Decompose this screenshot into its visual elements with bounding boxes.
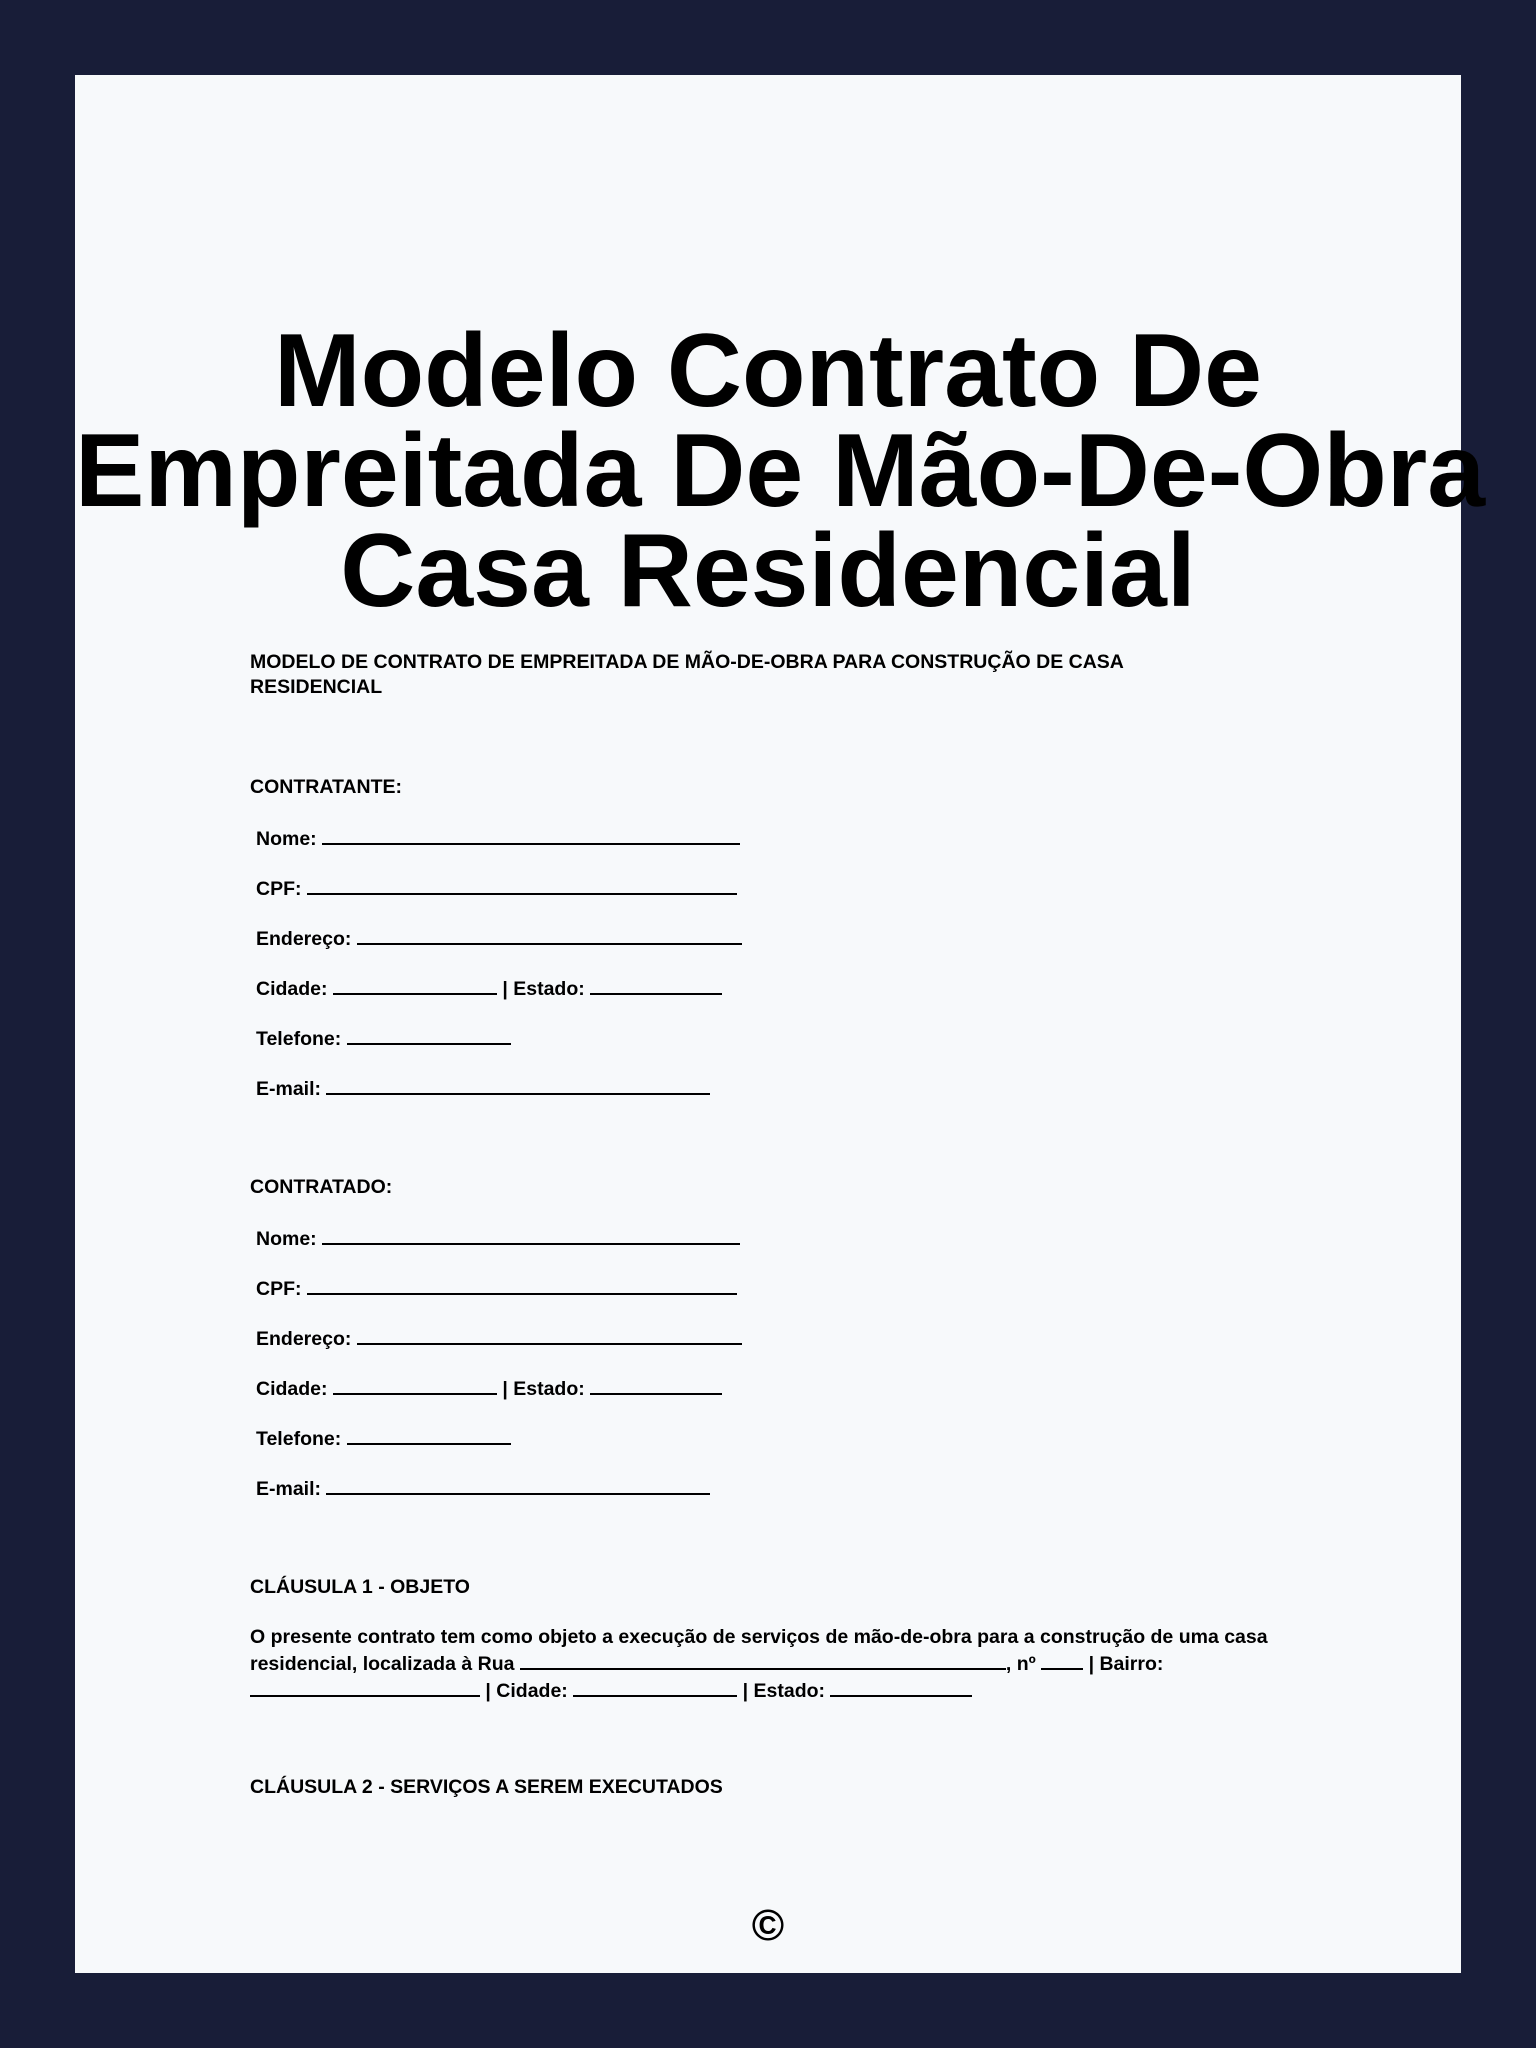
clausula-1-estado-blank <box>830 1677 972 1697</box>
contratado-label: CONTRATADO: <box>250 1176 393 1198</box>
title-line-3: Casa Residencial <box>340 513 1196 629</box>
contratante-cpf-blank <box>307 875 737 895</box>
title-line-1: Modelo Contrato De <box>274 313 1262 429</box>
title-line-2: Empreitada De Mão-De-Obra <box>75 413 1486 529</box>
contratado-cpf-label: CPF: <box>256 1278 302 1300</box>
contratante-cidade-label: Cidade: <box>256 978 328 1000</box>
contratante-cidade-estado-field <box>256 975 722 1002</box>
numero-label: , nº <box>1005 1653 1036 1675</box>
contratado-nome-blank <box>322 1225 740 1245</box>
contratante-label: CONTRATANTE: <box>250 776 403 798</box>
contratado-telefone-blank <box>347 1425 511 1445</box>
clausula-1-cidade-blank <box>573 1677 737 1697</box>
bairro-blank <box>250 1677 480 1697</box>
contratado-cidade-blank <box>333 1375 497 1395</box>
contratado-endereco-blank <box>357 1325 742 1345</box>
contratado-telefone-label: Telefone: <box>256 1428 342 1450</box>
copyright-icon: © <box>751 1901 785 1950</box>
contratado-cidade-label: Cidade: <box>256 1378 328 1400</box>
contratado-endereco-label: Endereço: <box>256 1328 352 1350</box>
clausula-1-estado-label: | Estado: <box>742 1680 826 1702</box>
contratante-nome-blank <box>322 825 740 845</box>
contratado-email-blank <box>326 1475 710 1495</box>
clausula-2-heading: CLÁUSULA 2 - SERVIÇOS A SEREM EXECUTADOS <box>250 1776 723 1798</box>
contratante-nome-label: Nome: <box>256 828 317 850</box>
document-title <box>75 313 1486 629</box>
contratante-endereco-blank <box>357 925 742 945</box>
contratado-nome-label: Nome: <box>256 1228 317 1250</box>
contratante-telefone-label: Telefone: <box>256 1028 342 1050</box>
contratado-email-label: E-mail: <box>256 1478 322 1500</box>
document-page <box>75 75 1486 1973</box>
clausula-1-cidade-label: | Cidade: <box>485 1680 568 1702</box>
contratado-cpf-blank <box>307 1275 737 1295</box>
clausula-1-heading: CLÁUSULA 1 - OBJETO <box>250 1576 470 1598</box>
contratante-estado-label: | Estado: <box>502 978 585 1000</box>
contratante-telefone-field <box>256 1025 511 1052</box>
contratado-estado-label: | Estado: <box>502 1378 585 1400</box>
contratado-email-field <box>256 1475 710 1502</box>
contratante-nome-field <box>256 825 740 852</box>
clausula-1-text-intro: O presente contrato tem como objeto a execução de serviços de mão-de-obra para a construção de uma casa residencial, localizada à Rua <box>250 1626 1268 1675</box>
clausula-1-text <box>250 1625 1300 1704</box>
contract-heading: MODELO DE CONTRATO DE EMPREITADA DE MÃO-DE-OBRA PARA CONSTRUÇÃO DE CASA RESIDENCIAL <box>250 651 1124 698</box>
contratado-cidade-estado-field <box>256 1375 722 1402</box>
contratante-endereco-label: Endereço: <box>256 928 352 950</box>
contratante-estado-blank <box>590 975 722 995</box>
contratado-telefone-field <box>256 1425 511 1452</box>
contratante-telefone-blank <box>347 1025 511 1045</box>
contratante-cidade-blank <box>333 975 497 995</box>
numero-blank <box>1041 1650 1083 1670</box>
contratante-endereco-field <box>256 925 742 952</box>
contratante-email-field <box>256 1075 710 1102</box>
contratante-cpf-field <box>256 875 737 902</box>
rua-blank <box>520 1650 1006 1670</box>
contratante-cpf-label: CPF: <box>256 878 302 900</box>
contratado-cpf-field <box>256 1275 737 1302</box>
contratante-email-blank <box>326 1075 710 1095</box>
contratado-nome-field <box>256 1225 740 1252</box>
contratante-email-label: E-mail: <box>256 1078 322 1100</box>
bairro-label: | Bairro: <box>1088 1653 1164 1675</box>
contratado-estado-blank <box>590 1375 722 1395</box>
contratado-endereco-field <box>256 1325 742 1352</box>
